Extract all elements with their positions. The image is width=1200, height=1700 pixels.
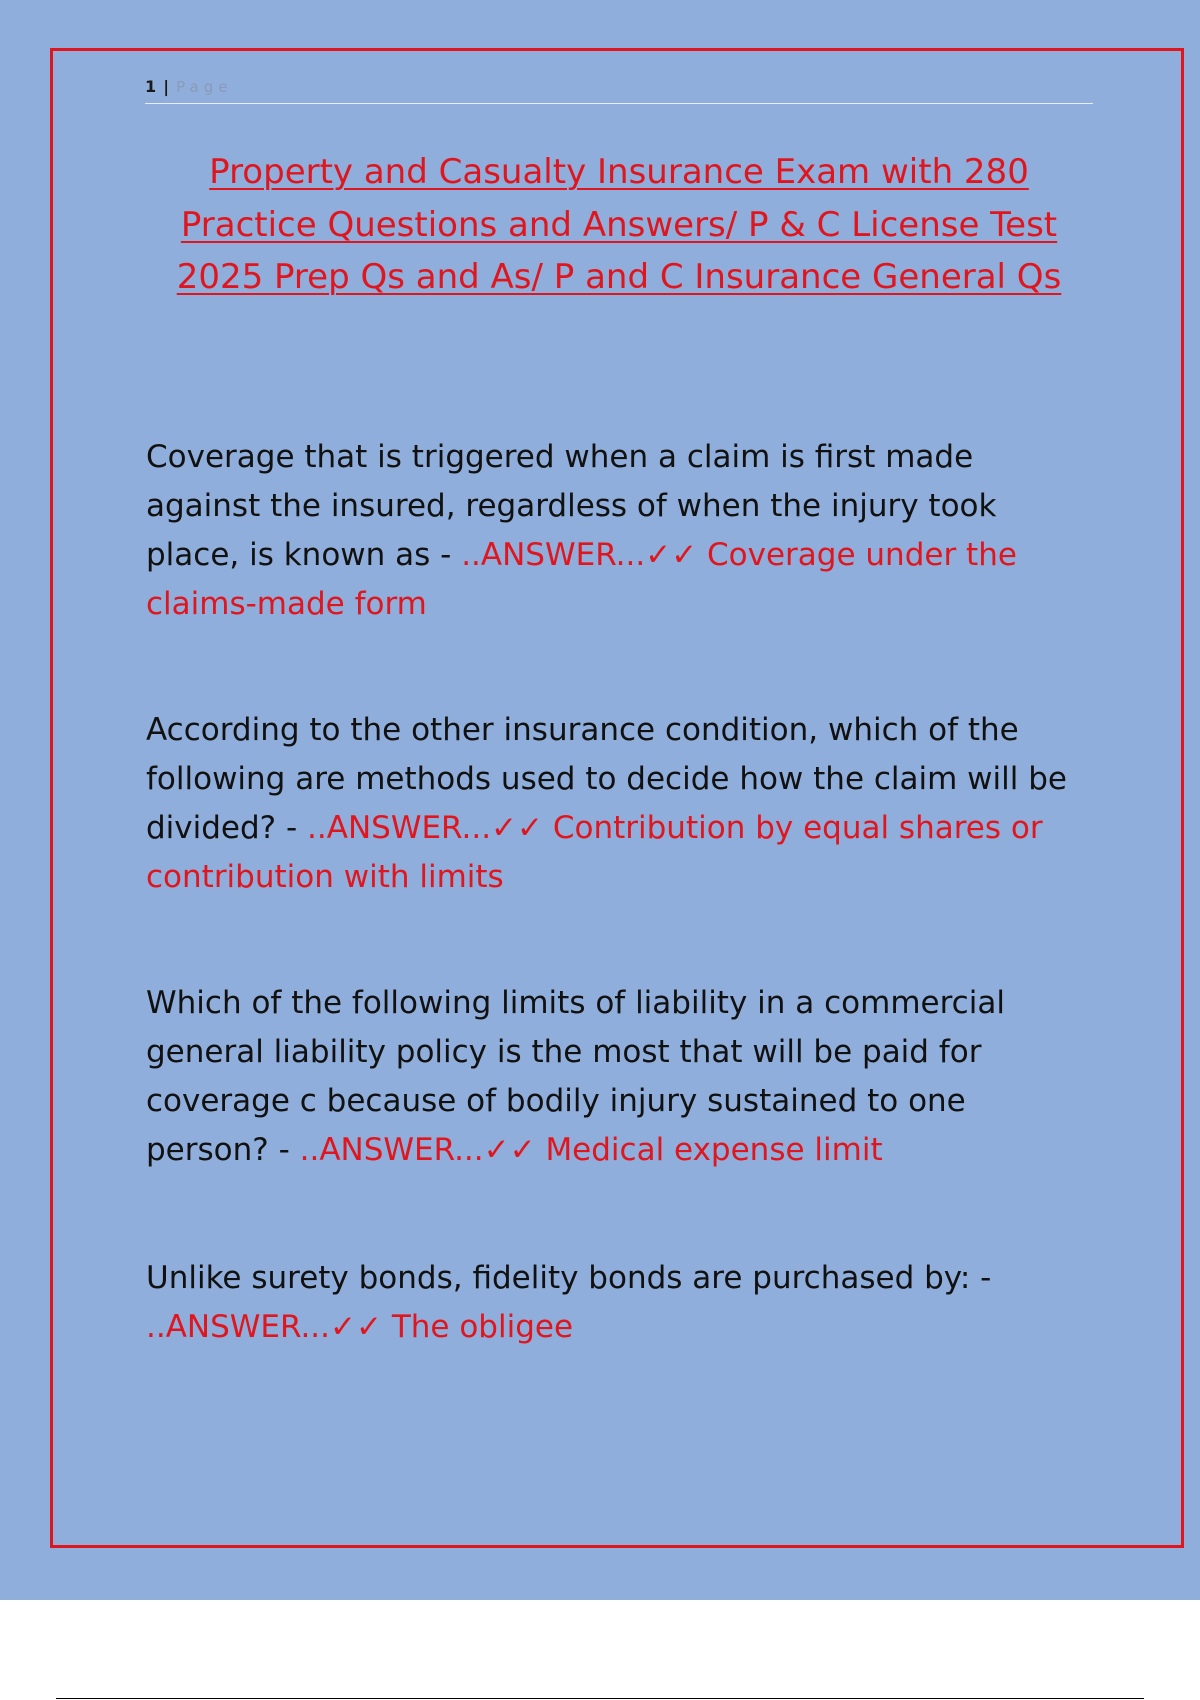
page-separator: | [163,77,170,96]
question-text: According to the other insurance condition, which of the following are methods used to decide how the claim will be divided? - [146,712,1067,846]
answer-prefix: ..ANSWER...✓✓ [299,1132,546,1168]
page-label: Page [176,78,233,96]
answer-text: Contribution by equal shares or contribution with limits [146,810,1043,895]
document-title: Property and Casualty Insurance Exam with 280 Practice Questions and Answers/ P & C License Test 2025 Prep Qs and As/ P and C Insurance General Qs [176,152,1062,297]
question-text: Which of the following limits of liability in a commercial general liability policy is the most that will be paid for coverage c because of bodily injury sustained to one person? - [146,985,1005,1168]
answer-text: The obligee [391,1309,574,1345]
answer-prefix: ..ANSWER...✓✓ [461,537,708,573]
answer-text: Medical expense limit [545,1132,883,1168]
footer-divider [56,1698,1144,1699]
answer-text: Coverage under the claims-made form [146,537,1017,622]
qa-item [146,1254,1096,1352]
answer-prefix: ..ANSWER...✓✓ [146,1309,392,1345]
qa-item [146,979,1096,1175]
qa-item [146,706,1096,902]
page-number: 1 [145,77,157,96]
question-text: Unlike surety bonds, fidelity bonds are purchased by: - [146,1260,992,1296]
answer-prefix: ..ANSWER...✓✓ [307,810,553,846]
question-text: Coverage that is triggered when a claim is first made against the insured, regardless of when the injury took place, is known as - [146,439,997,573]
page-header [145,76,1093,104]
qa-item [146,433,1096,629]
